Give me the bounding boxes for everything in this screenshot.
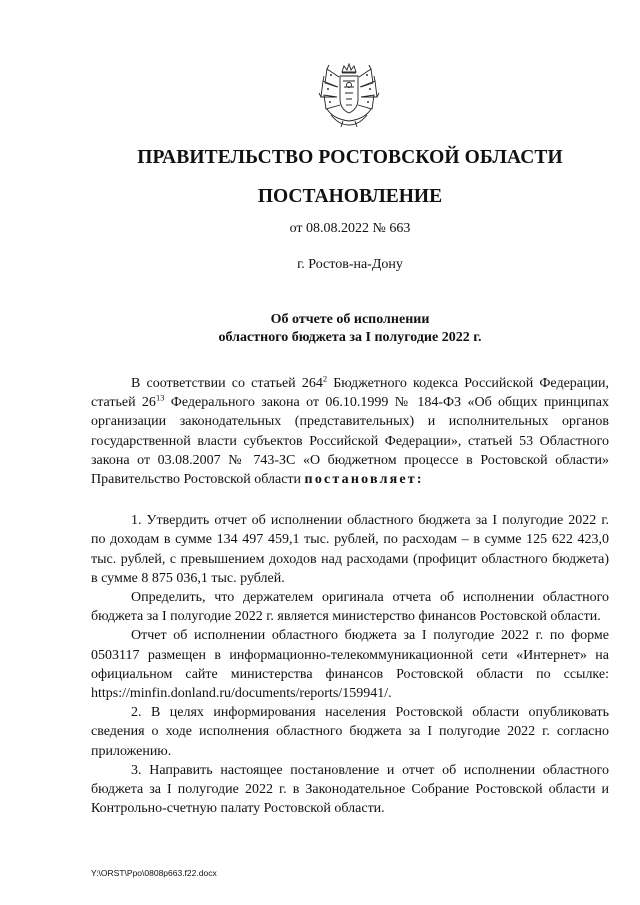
document-body xyxy=(91,374,609,818)
document-type: ПОСТАНОВЛЕНИЕ xyxy=(257,186,443,207)
decides-keyword: постановляет: xyxy=(304,472,424,488)
preamble-text-2: Бюджетного кодекса Российской Федерации, статьей 26 xyxy=(91,376,609,411)
date-number: от 08.08.2022 № 663 xyxy=(289,221,411,236)
preamble-text-3: Федерального закона от 06.10.1999 № 184-ФЗ «Об общих принципах организации законодательных (представительных) и исполнительных органов государственной власти субъектов Российской Федерации», статьей 53 Областного закона от 03.08.2007 № 743-ЗС «О бюджетном процессе в Ростовской области» Правительство Ростовской области xyxy=(91,395,609,488)
coat-of-arms-icon xyxy=(313,63,385,129)
item-paragraph: 3. Направить настоящее постановление и отчет об исполнении областного бюджета за I полугодие 2022 г. в Законодательное Собрание Ростовской области и Контрольно-счетную палату Ростовской области. xyxy=(91,762,609,817)
item-paragraph: Отчет об исполнении областного бюджета за I полугодие 2022 г. по форме 0503117 размещен в информационно-телекоммуникационной сети «Интернет» на официальном сайте министерства финансов Ростовской области по ссылке: https://minfin.donland.ru/documents/reports/159941/. xyxy=(91,628,609,702)
subject-line-1: Об отчете об исполнении xyxy=(270,312,430,327)
article-superscript: 2 xyxy=(322,373,328,384)
authority-title: ПРАВИТЕЛЬСТВО РОСТОВСКОЙ ОБЛАСТИ xyxy=(137,147,563,168)
preamble-paragraph xyxy=(91,374,609,489)
subject-line-2: областного бюджета за I полугодие 2022 г. xyxy=(218,330,482,345)
item-paragraph: Определить, что держателем оригинала отчета об исполнении областного бюджета за I полугодие 2022 г. является министерство финансов Ростовской области. xyxy=(91,590,609,625)
city: г. Ростов-на-Дону xyxy=(297,257,403,272)
file-path-footer: Y:\ORST\Ppo\0808p663.f22.docx xyxy=(91,868,217,878)
item-paragraph: 2. В целях информирования населения Ростовской области опубликовать сведения о ходе исполнения областного бюджета за I полугодие 2022 г. согласно приложению. xyxy=(91,705,609,759)
preamble-text-1: В соответствии со статьей 264 xyxy=(131,376,323,391)
item-paragraph: 1. Утвердить отчет об исполнении областного бюджета за I полугодие 2022 г. по доходам в сумме 134 497 459,1 тыс. рублей, по расходам – в сумме 125 622 423,0 тыс. рублей, с превышением доходов над расходами (профицит областного бюджета) в сумме 8 875 036,1 тыс. рублей. xyxy=(91,513,609,586)
document-subject xyxy=(0,311,640,347)
article-superscript: 13 xyxy=(155,392,165,403)
